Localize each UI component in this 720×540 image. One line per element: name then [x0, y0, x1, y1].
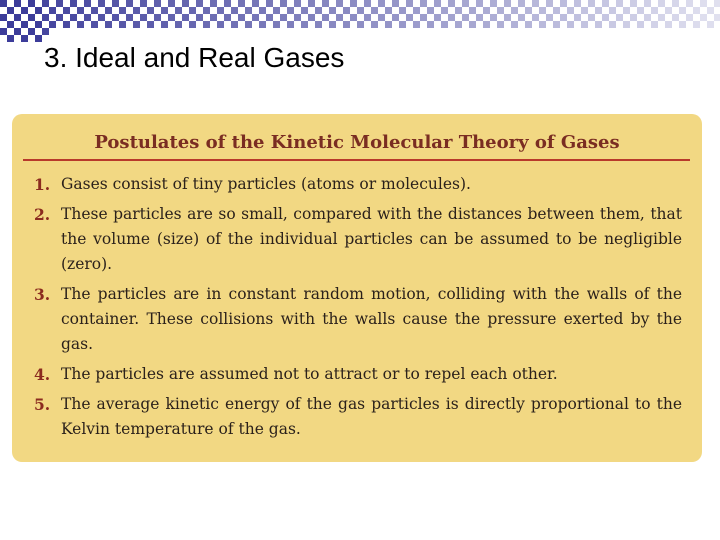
postulate-item — [34, 282, 682, 357]
checker-cell — [203, 7, 210, 14]
checker-cell — [406, 0, 413, 7]
checker-cell — [42, 28, 49, 35]
checker-cell — [581, 21, 588, 28]
checker-cell — [602, 14, 609, 21]
checker-cell — [7, 21, 14, 28]
checker-cell — [63, 21, 70, 28]
checker-cell — [182, 14, 189, 21]
checker-cell — [483, 21, 490, 28]
checker-cell — [441, 7, 448, 14]
postulate-item — [34, 362, 682, 387]
checker-cell — [700, 0, 707, 7]
checker-cell — [322, 0, 329, 7]
checker-cell — [287, 7, 294, 14]
checker-cell — [455, 7, 462, 14]
checker-cell — [490, 14, 497, 21]
checker-cell — [56, 14, 63, 21]
checker-cell — [581, 7, 588, 14]
checker-cell — [343, 21, 350, 28]
checker-cell — [532, 0, 539, 7]
checker-cell — [21, 7, 28, 14]
checker-cell — [238, 0, 245, 7]
checker-cell — [266, 0, 273, 7]
checker-cell — [553, 21, 560, 28]
checker-cell — [385, 7, 392, 14]
postulate-item — [34, 202, 682, 277]
checker-cell — [154, 0, 161, 7]
checker-cell — [448, 14, 455, 21]
checker-cell — [714, 0, 720, 7]
checker-cell — [665, 7, 672, 14]
checker-cell — [28, 14, 35, 21]
checker-cell — [42, 0, 49, 7]
postulate-number: 1. — [34, 175, 51, 194]
checker-cell — [308, 14, 315, 21]
checker-cell — [294, 0, 301, 7]
checker-cell — [252, 0, 259, 7]
checker-cell — [287, 21, 294, 28]
checker-cell — [357, 21, 364, 28]
checker-cell — [28, 28, 35, 35]
postulate-number: 2. — [34, 205, 51, 224]
checker-cell — [133, 7, 140, 14]
checker-cell — [168, 14, 175, 21]
checker-cell — [385, 21, 392, 28]
checker-cell — [14, 0, 21, 7]
checker-cell — [112, 14, 119, 21]
checker-cell — [322, 14, 329, 21]
checker-cell — [462, 0, 469, 7]
checker-cell — [518, 0, 525, 7]
checker-cell — [588, 14, 595, 21]
checker-cell — [455, 21, 462, 28]
checker-cell — [364, 0, 371, 7]
checker-cell — [112, 0, 119, 7]
checker-cell — [434, 14, 441, 21]
checker-cell — [392, 14, 399, 21]
checker-cell — [378, 0, 385, 7]
checker-cell — [525, 7, 532, 14]
checker-cell — [189, 7, 196, 14]
checker-cell — [630, 0, 637, 7]
checker-cell — [693, 7, 700, 14]
checker-cell — [511, 21, 518, 28]
checker-cell — [91, 7, 98, 14]
postulate-text: These particles are so small, compared with the distances between them, that the volume (size) of the individual particles can be assumed to be negligible (zero). — [61, 205, 682, 273]
checker-cell — [133, 21, 140, 28]
checker-cell — [700, 14, 707, 21]
checker-cell — [420, 14, 427, 21]
checker-cell — [539, 7, 546, 14]
checker-cell — [539, 21, 546, 28]
checker-cell — [7, 7, 14, 14]
checker-cell — [616, 0, 623, 7]
checker-cell — [259, 7, 266, 14]
checker-cell — [245, 7, 252, 14]
postulate-text: Gases consist of tiny particles (atoms or molecules). — [61, 175, 471, 193]
checker-cell — [210, 14, 217, 21]
checker-cell — [693, 21, 700, 28]
checker-cell — [175, 21, 182, 28]
checker-cell — [399, 7, 406, 14]
checker-cell — [553, 7, 560, 14]
checkered-decoration — [0, 0, 720, 42]
checker-cell — [315, 21, 322, 28]
checker-cell — [0, 28, 7, 35]
checker-cell — [154, 14, 161, 21]
checker-cell — [665, 21, 672, 28]
checker-cell — [518, 14, 525, 21]
checker-cell — [98, 14, 105, 21]
checker-cell — [672, 14, 679, 21]
checker-cell — [560, 0, 567, 7]
checker-cell — [231, 7, 238, 14]
checker-cell — [658, 0, 665, 7]
checker-cell — [364, 14, 371, 21]
slide-title: 3. Ideal and Real Gases — [44, 42, 345, 73]
checker-cell — [301, 7, 308, 14]
checker-cell — [329, 21, 336, 28]
checker-cell — [462, 14, 469, 21]
postulate-number: 3. — [34, 285, 51, 304]
checker-cell — [70, 0, 77, 7]
checker-cell — [294, 14, 301, 21]
checker-cell — [140, 0, 147, 7]
checker-cell — [588, 0, 595, 7]
checker-cell — [651, 7, 658, 14]
postulates-panel — [12, 114, 702, 462]
checker-cell — [35, 35, 42, 42]
checker-cell — [105, 21, 112, 28]
heading-rule — [23, 159, 690, 161]
postulate-text: The average kinetic energy of the gas particles is directly proportional to the Kelvin temperature of the gas. — [61, 395, 682, 438]
checker-cell — [315, 7, 322, 14]
checker-cell — [175, 7, 182, 14]
checker-cell — [483, 7, 490, 14]
checker-cell — [126, 0, 133, 7]
checker-cell — [350, 14, 357, 21]
checker-cell — [119, 21, 126, 28]
checker-cell — [98, 0, 105, 7]
checker-cell — [84, 14, 91, 21]
checker-cell — [546, 0, 553, 7]
checker-cell — [595, 7, 602, 14]
checker-cell — [35, 21, 42, 28]
checker-cell — [252, 14, 259, 21]
checker-cell — [161, 7, 168, 14]
checker-cell — [210, 0, 217, 7]
checker-cell — [49, 21, 56, 28]
checker-cell — [70, 14, 77, 21]
checker-cell — [525, 21, 532, 28]
checker-cell — [420, 0, 427, 7]
checker-cell — [609, 21, 616, 28]
checker-cell — [574, 0, 581, 7]
checker-cell — [637, 21, 644, 28]
checker-cell — [245, 21, 252, 28]
checker-cell — [49, 7, 56, 14]
checker-cell — [224, 0, 231, 7]
checker-cell — [119, 7, 126, 14]
checker-cell — [196, 14, 203, 21]
checker-cell — [441, 21, 448, 28]
checker-cell — [56, 0, 63, 7]
checker-cell — [490, 0, 497, 7]
checker-cell — [147, 7, 154, 14]
checker-cell — [371, 7, 378, 14]
checker-cell — [189, 21, 196, 28]
checker-cell — [511, 7, 518, 14]
checker-cell — [546, 14, 553, 21]
checker-cell — [273, 7, 280, 14]
checker-cell — [644, 14, 651, 21]
checker-cell — [182, 0, 189, 7]
checker-cell — [392, 0, 399, 7]
checker-cell — [504, 0, 511, 7]
checker-cell — [567, 21, 574, 28]
checker-cell — [644, 0, 651, 7]
checker-cell — [0, 0, 7, 7]
checker-cell — [672, 0, 679, 7]
checker-cell — [623, 21, 630, 28]
checker-cell — [371, 21, 378, 28]
checker-cell — [224, 14, 231, 21]
postulate-item — [34, 172, 682, 197]
checker-cell — [217, 7, 224, 14]
checker-cell — [77, 21, 84, 28]
checker-cell — [84, 0, 91, 7]
checker-cell — [406, 14, 413, 21]
checker-cell — [448, 0, 455, 7]
checker-cell — [623, 7, 630, 14]
checker-cell — [161, 21, 168, 28]
checker-cell — [413, 7, 420, 14]
checker-cell — [301, 21, 308, 28]
checker-cell — [651, 21, 658, 28]
checker-cell — [280, 14, 287, 21]
postulates-list — [34, 172, 682, 447]
checker-cell — [476, 14, 483, 21]
postulate-text: The particles are assumed not to attract or to repel each other. — [61, 365, 558, 383]
checker-cell — [427, 21, 434, 28]
checker-cell — [567, 7, 574, 14]
checker-cell — [476, 0, 483, 7]
checker-cell — [532, 14, 539, 21]
checker-cell — [497, 21, 504, 28]
postulate-number: 4. — [34, 365, 51, 384]
checker-cell — [140, 14, 147, 21]
checker-cell — [35, 7, 42, 14]
postulate-text: The particles are in constant random motion, colliding with the walls of the container. These collisions with the walls cause the pressure exerted by the gas. — [61, 285, 682, 353]
checker-cell — [707, 7, 714, 14]
postulate-number: 5. — [34, 395, 51, 414]
checker-cell — [42, 14, 49, 21]
checker-cell — [105, 7, 112, 14]
checker-cell — [350, 0, 357, 7]
checker-cell — [560, 14, 567, 21]
checker-cell — [126, 14, 133, 21]
checker-cell — [0, 14, 7, 21]
checker-cell — [616, 14, 623, 21]
checker-cell — [343, 7, 350, 14]
checker-cell — [469, 7, 476, 14]
checker-cell — [147, 21, 154, 28]
checker-cell — [378, 14, 385, 21]
checker-cell — [14, 28, 21, 35]
checker-cell — [203, 21, 210, 28]
checker-cell — [7, 35, 14, 42]
checker-cell — [427, 7, 434, 14]
checker-cell — [273, 21, 280, 28]
checker-cell — [259, 21, 266, 28]
checker-cell — [679, 21, 686, 28]
checker-cell — [280, 0, 287, 7]
checker-cell — [308, 0, 315, 7]
checker-cell — [595, 21, 602, 28]
checker-cell — [238, 14, 245, 21]
checker-cell — [630, 14, 637, 21]
postulate-item — [34, 392, 682, 442]
checker-cell — [637, 7, 644, 14]
checker-cell — [28, 0, 35, 7]
checker-cell — [574, 14, 581, 21]
checker-cell — [217, 21, 224, 28]
checker-cell — [504, 14, 511, 21]
checker-cell — [336, 14, 343, 21]
checker-cell — [399, 21, 406, 28]
checker-cell — [469, 21, 476, 28]
checker-cell — [707, 21, 714, 28]
checker-cell — [497, 7, 504, 14]
checker-cell — [686, 0, 693, 7]
checker-cell — [266, 14, 273, 21]
checker-cell — [231, 21, 238, 28]
checker-cell — [14, 14, 21, 21]
panel-heading: Postulates of the Kinetic Molecular Theory of Gases — [94, 132, 620, 153]
checker-cell — [658, 14, 665, 21]
checker-cell — [168, 0, 175, 7]
checker-cell — [413, 21, 420, 28]
checker-cell — [357, 7, 364, 14]
checker-cell — [336, 0, 343, 7]
checker-cell — [434, 0, 441, 7]
checker-cell — [21, 21, 28, 28]
checker-cell — [609, 7, 616, 14]
checker-cell — [196, 0, 203, 7]
checker-cell — [329, 7, 336, 14]
checker-cell — [21, 35, 28, 42]
checker-cell — [686, 14, 693, 21]
checker-cell — [91, 21, 98, 28]
checker-cell — [63, 7, 70, 14]
checker-cell — [77, 7, 84, 14]
checker-cell — [679, 7, 686, 14]
checker-cell — [714, 14, 720, 21]
checker-cell — [602, 0, 609, 7]
